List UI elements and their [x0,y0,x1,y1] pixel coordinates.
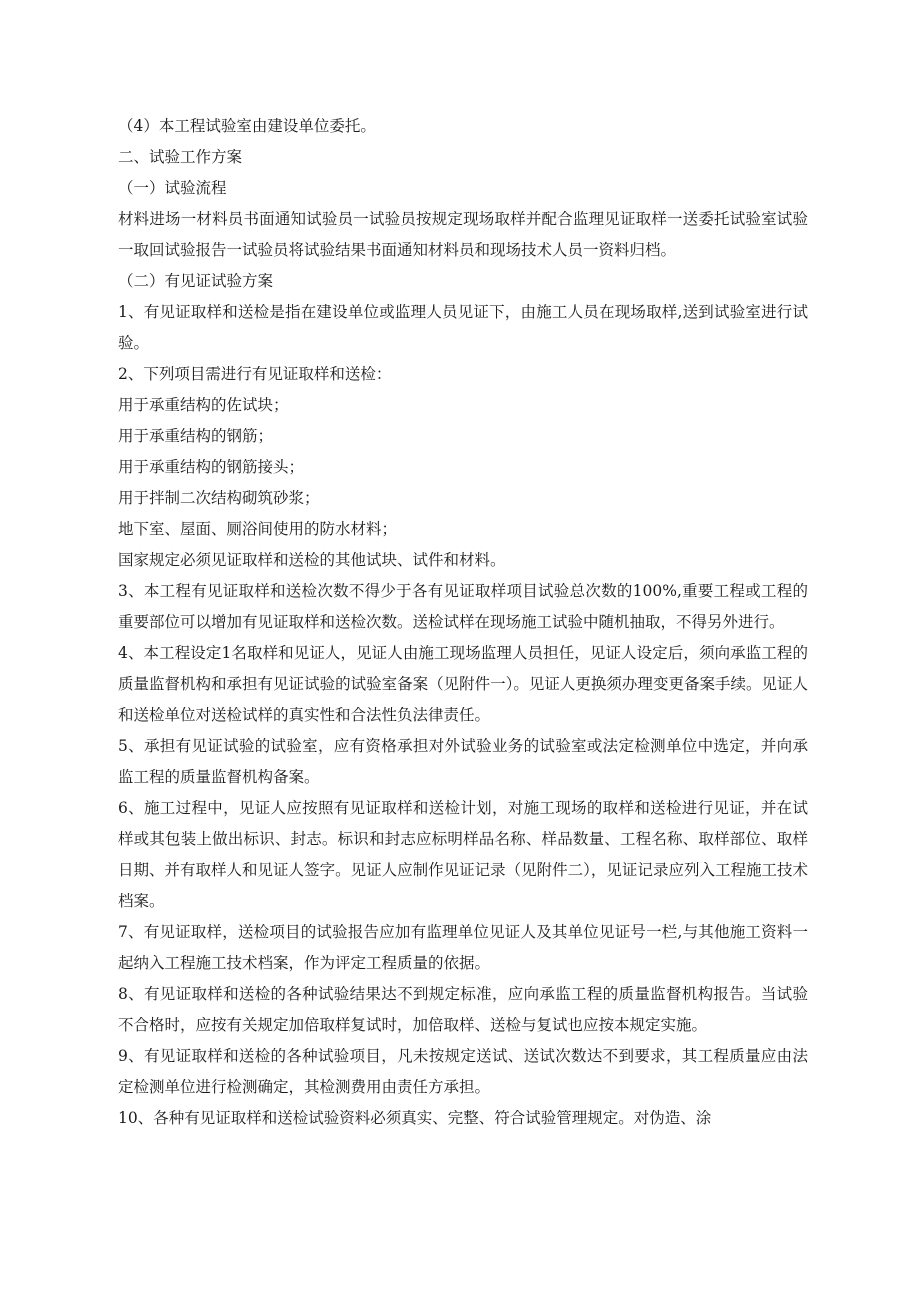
subsection-heading-witness-plan: （二）有见证试验方案 [118,272,274,290]
list-item-test-block: 用于承重结构的佐试块； [118,396,289,414]
paragraph-item-3: 3、本工程有见证取样和送检次数不得少于各有见证取样项目试验总次数的100%,重要工程或工程的重要部位可以增加有见证取样和送检次数。送检试样在现场施工试验中随机抽取，不得另外进行。 [118,582,808,631]
paragraph-item-4: 4、本工程设定1名取样和见证人，见证人由施工现场监理人员担任，见证人设定后，须向承监工程的质量监督机构和承担有见证试验的试验室备案（见附件一）。见证人更换须办理变更备案手续。见证人和送检单位对送检试样的真实性和合法性负法律责任。 [118,644,808,724]
list-item-other: 国家规定必须见证取样和送检的其他试块、试件和材料。 [118,551,506,569]
list-item-waterproof: 地下室、屋面、厕浴间使用的防水材料； [118,520,398,538]
paragraph-test-process: 材料进场一材料员书面通知试验员一试验员按规定现场取样并配合监理见证取样一送委托试验室试验一取回试验报告一试验员将试验结果书面通知材料员和现场技术人员一资料归档。 [118,210,808,259]
paragraph-item-1: 1、有见证取样和送检是指在建设单位或监理人员见证下，由施工人员在现场取样,送到试验室进行试验。 [118,303,808,352]
paragraph-item-2: 2、下列项目需进行有见证取样和送检： [118,365,392,383]
paragraph-item-5: 5、承担有见证试验的试验室，应有资格承担对外试验业务的试验室或法定检测单位中选定，并向承监工程的质量监督机构备案。 [118,737,808,786]
subsection-heading-test-process: （一）试验流程 [118,179,227,197]
paragraph-item-8: 8、有见证取样和送检的各种试验结果达不到规定标准，应向承监工程的质量监督机构报告。当试验不合格时，应按有关规定加倍取样复试时，加倍取样、送检与复试也应按本规定实施。 [118,985,808,1034]
list-item-rebar: 用于承重结构的钢筋； [118,427,274,445]
paragraph-item-7: 7、有见证取样，送检项目的试验报告应加有监理单位见证人及其单位见证号一栏,与其他施工资料一起纳入工程施工技术档案，作为评定工程质量的依据。 [118,923,808,972]
list-item-mortar: 用于拌制二次结构砌筑砂浆； [118,489,320,507]
paragraph-item-10: 10、各种有见证取样和送检试验资料必须真实、完整、符合试验管理规定。对伪造、涂 [118,1109,712,1127]
paragraph-item-9: 9、有见证取样和送检的各种试验项目，凡未按规定送试、送试次数达不到要求，其工程质量应由法定检测单位进行检测确定，其检测费用由责任方承担。 [118,1047,808,1096]
list-item-rebar-joint: 用于承重结构的钢筋接头； [118,458,305,476]
paragraph-item-6: 6、施工过程中，见证人应按照有见证取样和送检计划，对施工现场的取样和送检进行见证，并在试样或其包装上做出标识、封志。标识和封志应标明样品名称、样品数量、工程名称、取样部位、取样日期、并有取样人和见证人签字。见证人应制作见证记录（见附件二），见证记录应列入工程施工技术档案。 [118,799,808,910]
document-body [118,111,808,1134]
paragraph-item-4-entrust: （4）本工程试验室由建设单位委托。 [118,117,376,135]
section-heading-test-plan: 二、试验工作方案 [118,148,243,166]
